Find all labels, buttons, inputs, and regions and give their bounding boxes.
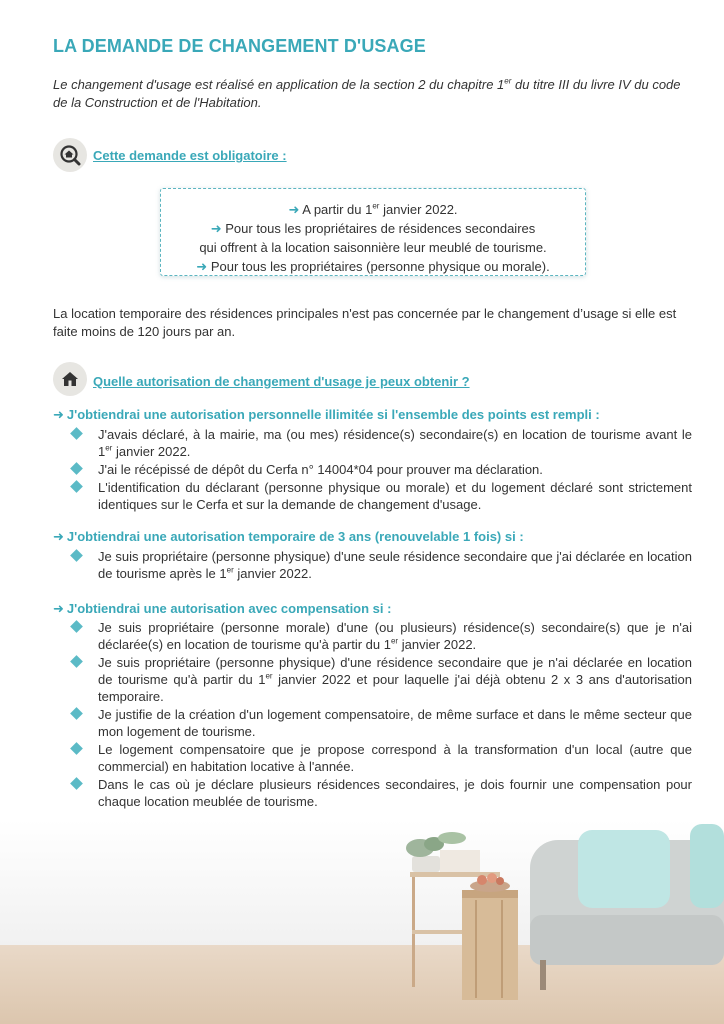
arrow-icon: ➜ <box>53 407 64 422</box>
paragraph-principal-residence: La location temporaire des résidences principales n'est pas concernée par le changement d’usage si elle est faite moins de 120 jours par an. <box>53 306 677 339</box>
box-line: qui offrent à la location saisonnière leur meublé de tourisme. <box>199 240 547 255</box>
box-line <box>161 200 585 219</box>
diamond-bullet-icon <box>70 777 83 790</box>
list-item <box>70 548 692 582</box>
house-search-icon <box>53 138 87 172</box>
section-heading-authorization: Quelle autorisation de changement d'usage je peux obtenir ? <box>93 374 470 389</box>
house-icon <box>53 362 87 396</box>
box-line-part: A partir du 1 <box>302 202 373 217</box>
arrow-icon: ➜ <box>53 601 64 616</box>
list-item <box>70 479 692 513</box>
diamond-bullet-icon <box>70 480 83 493</box>
list-item-text: janvier 2022. <box>398 637 477 652</box>
list-item <box>70 619 692 653</box>
section-heading-mandatory: Cette demande est obligatoire : <box>93 148 287 163</box>
list-item-text: janvier 2022 et pour laquelle j'ai déjà obtenu 2 x 3 ans d'autorisation temporaire. <box>98 672 692 704</box>
diamond-bullet-icon <box>70 427 83 440</box>
condition-heading-text: J'obtiendrai une autorisation temporaire de 3 ans (renouvelable 1 fois) si : <box>66 529 524 544</box>
list-item <box>70 426 692 460</box>
bullet-list-temporary <box>70 548 692 583</box>
superscript: er <box>105 443 113 453</box>
condition-heading-text: J'obtiendrai une autorisation personnelle illimitée si l'ensemble des points est rempli : <box>66 407 600 422</box>
list-item-text: Je suis propriétaire (personne physique) d'une seule résidence secondaire que j'ai déclarée en location de tourisme après le 1 <box>98 549 692 581</box>
condition-heading-unlimited <box>53 407 600 423</box>
intro-text <box>53 76 693 112</box>
superscript: er <box>372 201 380 211</box>
wooden-stool <box>462 873 518 1000</box>
arrow-icon: ➜ <box>196 259 208 274</box>
bullet-list-compensation <box>70 619 692 811</box>
intro-text-part: Le changement d'usage est réalisé en application de la section 2 du chapitre 1 <box>53 77 505 92</box>
arrow-icon: ➜ <box>53 529 64 544</box>
list-item-text: Je suis propriétaire (personne physique) d'une résidence secondaire que je n'ai déclarée en location de tourisme qu'à partir du 1 <box>98 655 692 687</box>
arrow-icon: ➜ <box>288 202 300 217</box>
list-item-text: janvier 2022. <box>233 566 312 581</box>
diamond-bullet-icon <box>70 707 83 720</box>
condition-heading-temporary <box>53 529 524 545</box>
box-line <box>161 257 585 276</box>
list-item-text: Je suis propriétaire (personne morale) d'une (ou plusieurs) résidence(s) secondaire(s) que je n'ai déclarée(s) en location de tourisme qu'à partir du 1 <box>98 620 692 652</box>
diamond-bullet-icon <box>70 462 83 475</box>
list-item <box>70 461 692 478</box>
list-item-text: J'ai le récépissé de dépôt du Cerfa n° 14004*04 pour prouver ma déclaration. <box>98 462 543 477</box>
list-item <box>70 741 692 775</box>
sofa <box>530 824 724 990</box>
diamond-bullet-icon <box>70 742 83 755</box>
box-line-part: janvier 2022. <box>379 202 458 217</box>
superscript: er <box>504 76 512 86</box>
living-room-illustration <box>390 820 724 1024</box>
box-line <box>161 219 585 238</box>
info-box <box>160 188 586 276</box>
condition-heading-text: J'obtiendrai une autorisation avec compensation si : <box>66 601 392 616</box>
diamond-bullet-icon <box>70 655 83 668</box>
box-line-text: Pour tous les propriétaires (personne physique ou morale). <box>210 259 550 274</box>
diamond-bullet-icon <box>70 549 83 562</box>
list-item-text: L'identification du déclarant (personne physique ou morale) et du logement déclaré sont strictement identiques sur le Cerfa et sur la demande de changement d'usage. <box>98 480 692 512</box>
superscript: er <box>226 565 234 575</box>
list-item-text: J'avais déclaré, à la mairie, ma (ou mes) résidence(s) secondaire(s) en location de tourisme avant le 1 <box>98 427 692 459</box>
page-title: LA DEMANDE DE CHANGEMENT D'USAGE <box>53 36 426 56</box>
plant <box>406 832 480 872</box>
list-item-text: janvier 2022. <box>112 444 191 459</box>
list-item <box>70 654 692 705</box>
superscript: er <box>265 671 273 681</box>
condition-heading-compensation <box>53 601 391 617</box>
list-item-text: Je justifie de la création d'un logement compensatoire, de même surface et dans le même secteur que mon logement de tourisme. <box>98 707 692 739</box>
arrow-icon: ➜ <box>210 221 222 236</box>
list-item-text: Le logement compensatoire que je propose correspond à la transformation d'un local (autre que commercial) en habitation locative à l'année. <box>98 742 692 774</box>
diamond-bullet-icon <box>70 620 83 633</box>
box-line-text: Pour tous les propriétaires de résidences secondaires <box>225 221 536 236</box>
intro-text-part: du titre III du livre IV du code de la Construction et de l'Habitation. <box>53 77 681 110</box>
superscript: er <box>390 636 399 646</box>
list-item <box>70 776 692 810</box>
list-item-text: Dans le cas où je déclare plusieurs résidences secondaires, je dois fournir une compensation pour chaque location meublée de tourisme. <box>98 777 692 809</box>
list-item <box>70 706 692 740</box>
bullet-list-unlimited <box>70 426 692 514</box>
